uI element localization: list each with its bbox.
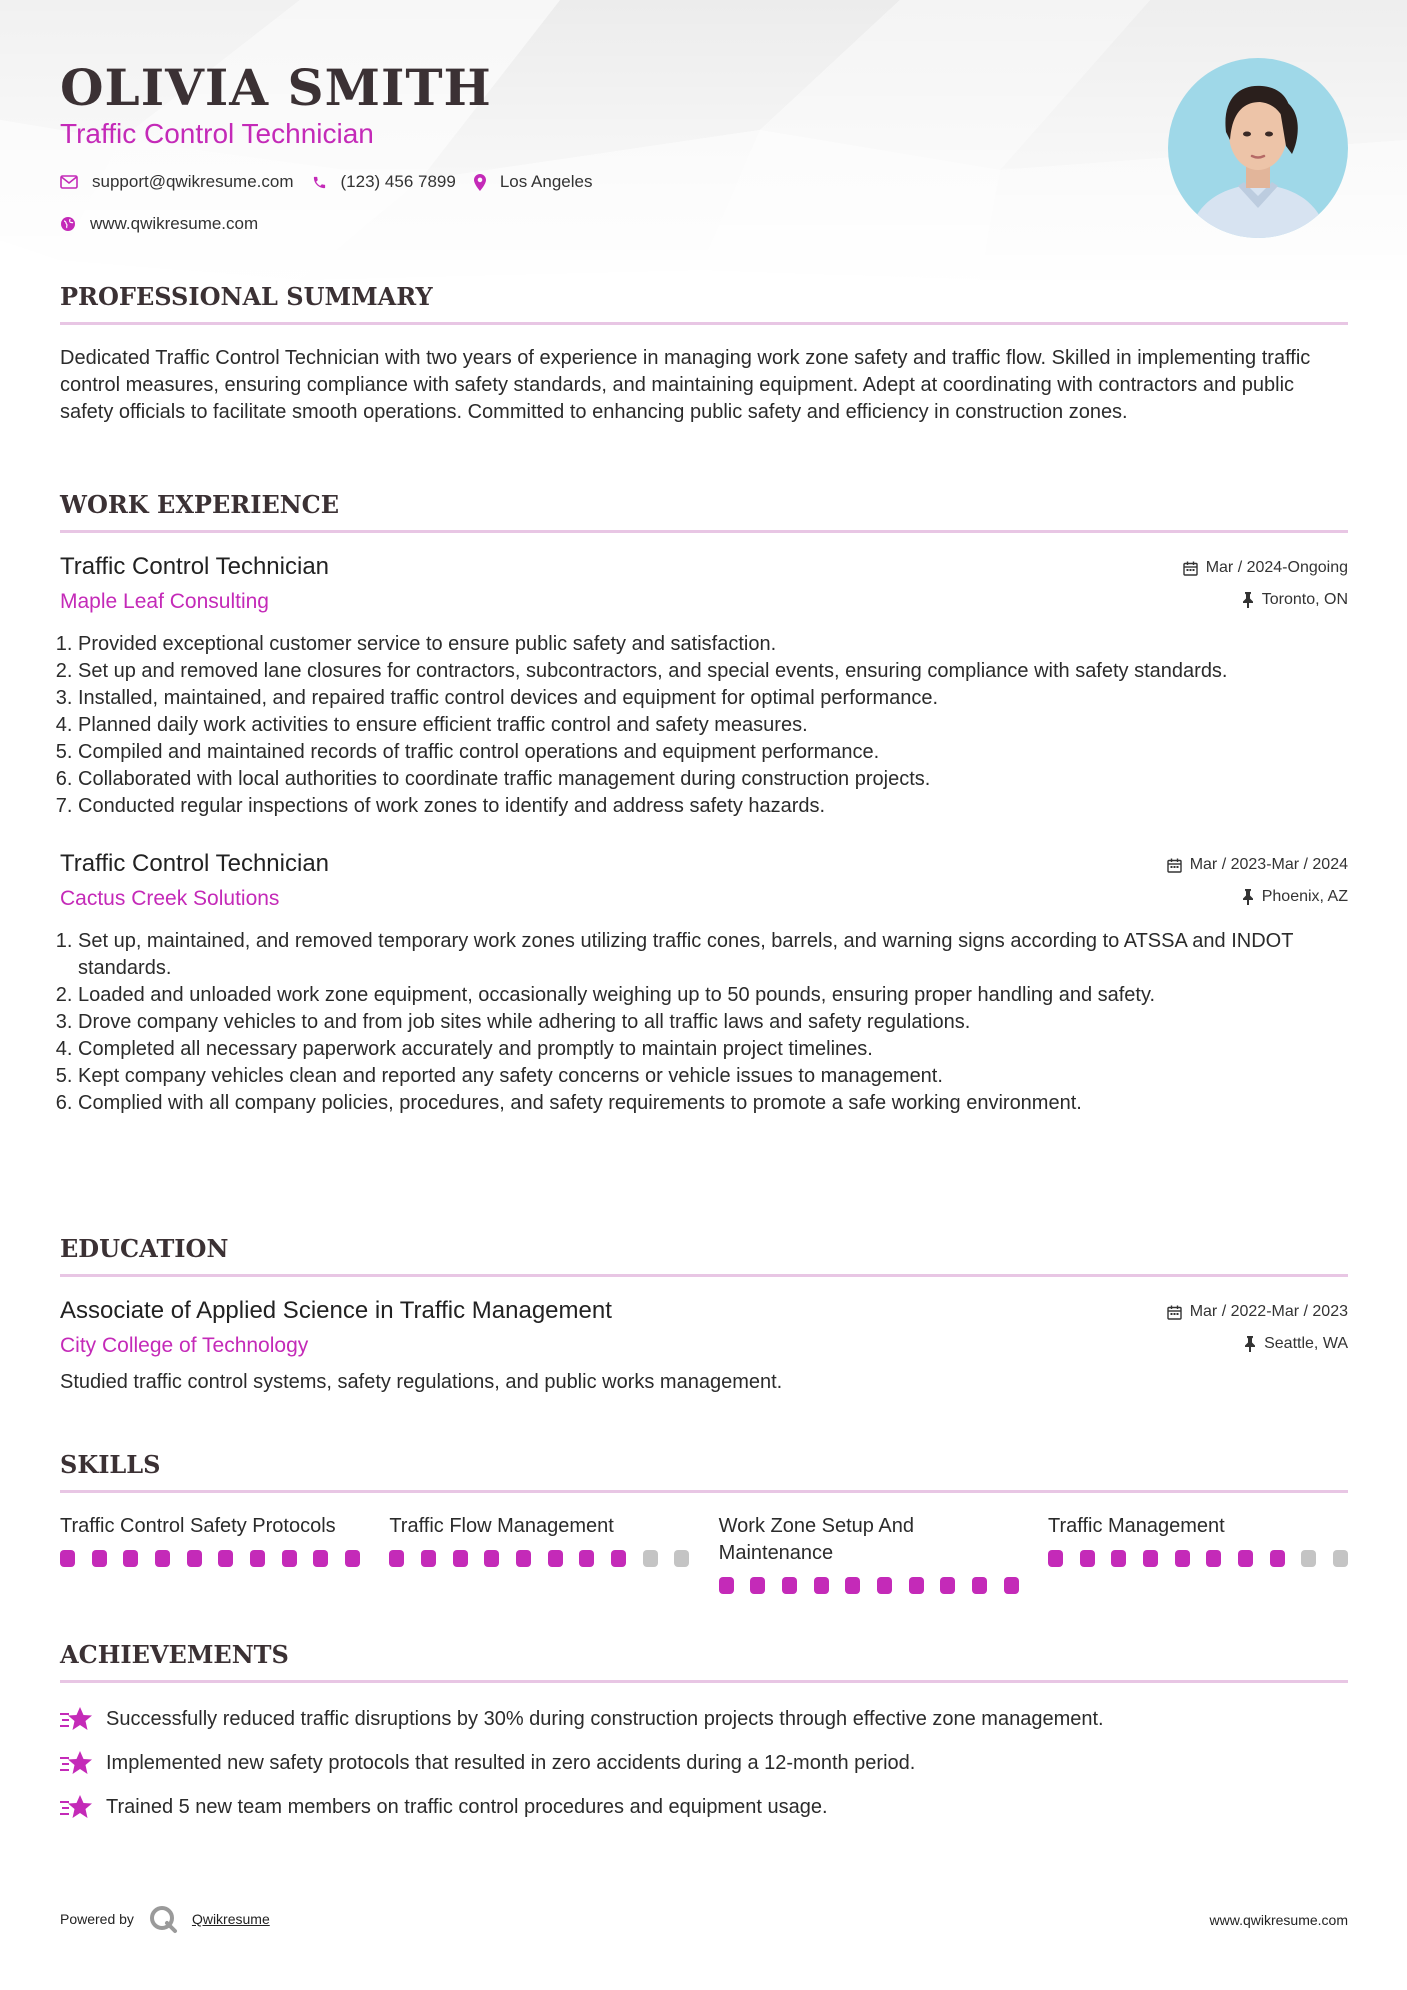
rating-dot-filled (940, 1577, 955, 1594)
experience-section (60, 488, 1348, 1117)
location-text: Los Angeles (499, 172, 593, 191)
list-item: 6. Complied with all company policies, procedures, and safety requirements to promote a safe working environment. (78, 1090, 1348, 1117)
pushpin-icon (1244, 1336, 1256, 1352)
contact-website[interactable] (60, 214, 258, 234)
email-text: support@qwikresume.com (92, 172, 294, 191)
rating-dot-filled (155, 1550, 170, 1567)
rating-dot-filled (1270, 1550, 1285, 1567)
contact-email[interactable] (60, 172, 294, 192)
phone-icon (312, 175, 327, 190)
skill-name: Traffic Flow Management (389, 1515, 614, 1537)
rating-dot-filled (453, 1550, 468, 1567)
star-icon (60, 1794, 94, 1820)
rating-dot-empty (643, 1550, 658, 1567)
contact-row-website (60, 214, 276, 234)
list-item: 6. Collaborated with local authorities to coordinate traffic management during construction projects. (78, 766, 1348, 793)
skill-item (1048, 1513, 1348, 1594)
education-entry (60, 1297, 1348, 1396)
education-location-text: Seattle, WA (1264, 1335, 1348, 1352)
job-location (1242, 591, 1348, 609)
skill-rating (719, 1577, 1019, 1594)
skill-item (389, 1513, 689, 1594)
globe-icon (60, 216, 76, 232)
rating-dot-filled (92, 1550, 107, 1567)
qwikresume-link[interactable]: Qwikresume (191, 1911, 270, 1927)
contact-phone[interactable] (312, 172, 456, 192)
footer-url[interactable]: www.qwikresume.com (1209, 1912, 1348, 1928)
rating-dot-filled (484, 1550, 499, 1567)
rating-dot-empty (1301, 1550, 1316, 1567)
job-location-text: Toronto, ON (1261, 591, 1348, 608)
job-title: Traffic Control Technician (60, 850, 330, 877)
section-divider (60, 1680, 1348, 1683)
envelope-icon (60, 175, 78, 189)
rating-dot-filled (1143, 1550, 1158, 1567)
section-divider (60, 1274, 1348, 1277)
calendar-icon (1167, 1305, 1182, 1320)
footer (60, 1896, 1348, 1936)
list-item: 3. Drove company vehicles to and from job sites while adhering to all traffic laws and safety regulations. (78, 1009, 1348, 1036)
job-title: Traffic Control Technician (60, 553, 330, 580)
rating-dot-filled (421, 1550, 436, 1567)
rating-dot-filled (123, 1550, 138, 1567)
candidate-role: Traffic Control Technician (60, 118, 374, 149)
list-item: 2. Loaded and unloaded work zone equipment, occasionally weighing up to 50 pounds, ensuring proper handling and safety. (78, 982, 1348, 1009)
education-description: Studied traffic control systems, safety regulations, and public works management. (60, 1371, 783, 1393)
rating-dot-filled (250, 1550, 265, 1567)
job-bullets (60, 928, 1348, 1117)
rating-dot-filled (719, 1577, 734, 1594)
education-date-text: Mar / 2022-Mar / 2023 (1189, 1303, 1348, 1320)
list-item (60, 1741, 1348, 1785)
rating-dot-filled (313, 1550, 328, 1567)
candidate-name: OLIVIA SMITH (60, 58, 492, 117)
powered-by-label: Powered by (60, 1911, 134, 1927)
portrait-illustration (1168, 58, 1348, 238)
rating-dot-filled (345, 1550, 360, 1567)
skill-name: Work Zone Setup And Maintenance (718, 1515, 914, 1564)
job-date-text: Mar / 2024-Ongoing (1205, 559, 1348, 576)
rating-dot-filled (909, 1577, 924, 1594)
achievements-list (60, 1697, 1348, 1829)
summary-text: Dedicated Traffic Control Technician with two years of experience in managing work zone safety and traffic flow. Skilled in implementing traffic control measures, ensuring compliance with safety standards, and maintaining equipment. Adept at coordinating with contractors and public safety officials to facilitate smooth operations. Committed to enhancing public safety and efficiency in construction zones. (60, 347, 1311, 423)
skills-section (60, 1448, 1348, 1594)
rating-dot-filled (611, 1550, 626, 1567)
rating-dot-filled (782, 1577, 797, 1594)
rating-dot-filled (187, 1550, 202, 1567)
job-date (1167, 856, 1348, 874)
pushpin-icon (1242, 592, 1254, 608)
skill-rating (1048, 1550, 1348, 1567)
skills-grid (60, 1513, 1348, 1594)
rating-dot-filled (389, 1550, 404, 1567)
qwikresume-logo-icon (148, 1904, 178, 1934)
section-divider (60, 1490, 1348, 1493)
calendar-icon (1167, 858, 1182, 873)
rating-dot-filled (845, 1577, 860, 1594)
achievements-section (60, 1638, 1348, 1829)
contact-row (60, 172, 610, 192)
list-item (60, 1697, 1348, 1741)
rating-dot-filled (1175, 1550, 1190, 1567)
achievement-text: Implemented new safety protocols that resulted in zero accidents during a 12-month period. (106, 1751, 916, 1774)
rating-dot-filled (750, 1577, 765, 1594)
list-item: 7. Conducted regular inspections of work zones to identify and address safety hazards. (78, 793, 1348, 820)
rating-dot-filled (1004, 1577, 1019, 1594)
rating-dot-empty (674, 1550, 689, 1567)
website-text: www.qwikresume.com (90, 214, 259, 233)
rating-dot-filled (60, 1550, 75, 1567)
job-company: Cactus Creek Solutions (60, 887, 280, 910)
achievements-heading: ACHIEVEMENTS (60, 1640, 289, 1669)
list-item: 5. Kept company vehicles clean and reported any safety concerns or vehicle issues to management. (78, 1063, 1348, 1090)
profile-photo (1168, 58, 1348, 238)
rating-dot-filled (972, 1577, 987, 1594)
education-date (1167, 1303, 1348, 1321)
skill-rating (389, 1550, 689, 1567)
skill-rating (60, 1550, 360, 1567)
phone-text: (123) 456 7899 (340, 172, 456, 191)
rating-dot-filled (877, 1577, 892, 1594)
skills-heading: SKILLS (60, 1450, 161, 1479)
summary-heading: PROFESSIONAL SUMMARY (60, 282, 433, 311)
pushpin-icon (1242, 889, 1254, 905)
job-entry (60, 850, 1348, 1117)
powered-by (60, 1904, 270, 1934)
rating-dot-filled (1048, 1550, 1063, 1567)
job-location (1242, 888, 1348, 906)
calendar-icon (1183, 561, 1198, 576)
rating-dot-filled (282, 1550, 297, 1567)
experience-heading: WORK EXPERIENCE (60, 490, 340, 519)
education-location (1244, 1335, 1348, 1353)
list-item: 1. Set up, maintained, and removed temporary work zones utilizing traffic cones, barrels, and warning signs according to ATSSA and INDOT standards. (78, 928, 1348, 982)
degree-title: Associate of Applied Science in Traffic Management (60, 1297, 612, 1324)
map-pin-icon (474, 174, 486, 191)
summary-section (60, 280, 1348, 426)
job-company: Maple Leaf Consulting (60, 590, 269, 613)
rating-dot-filled (1238, 1550, 1253, 1567)
job-date-text: Mar / 2023-Mar / 2024 (1189, 856, 1348, 873)
rating-dot-filled (814, 1577, 829, 1594)
list-item: 4. Completed all necessary paperwork accurately and promptly to maintain project timelines. (78, 1036, 1348, 1063)
rating-dot-filled (548, 1550, 563, 1567)
list-item: 1. Provided exceptional customer service to ensure public safety and satisfaction. (78, 631, 1348, 658)
skill-name: Traffic Control Safety Protocols (60, 1515, 336, 1537)
rating-dot-filled (516, 1550, 531, 1567)
list-item: 4. Planned daily work activities to ensure efficient traffic control and safety measures. (78, 712, 1348, 739)
list-item (60, 1785, 1348, 1829)
list-item: 2. Set up and removed lane closures for contractors, subcontractors, and special events, ensuring compliance with safety standards. (78, 658, 1348, 685)
skill-item (60, 1513, 360, 1594)
rating-dot-empty (1333, 1550, 1348, 1567)
school-name: City College of Technology (60, 1334, 309, 1357)
job-bullets (60, 631, 1348, 820)
job-entry (60, 553, 1348, 820)
section-divider (60, 322, 1348, 325)
rating-dot-filled (218, 1550, 233, 1567)
contact-location (474, 172, 593, 192)
list-item: 3. Installed, maintained, and repaired traffic control devices and equipment for optimal performance. (78, 685, 1348, 712)
skill-name: Traffic Management (1047, 1515, 1225, 1537)
list-item: 5. Compiled and maintained records of traffic control operations and equipment performance. (78, 739, 1348, 766)
job-date (1183, 559, 1348, 577)
rating-dot-filled (1111, 1550, 1126, 1567)
star-icon (60, 1706, 94, 1732)
section-divider (60, 530, 1348, 533)
education-heading: EDUCATION (60, 1234, 229, 1263)
star-icon (60, 1750, 94, 1776)
education-section (60, 1232, 1348, 1396)
skill-item (719, 1513, 1019, 1594)
achievement-text: Trained 5 new team members on traffic control procedures and equipment usage. (106, 1795, 828, 1818)
rating-dot-filled (1080, 1550, 1095, 1567)
job-location-text: Phoenix, AZ (1261, 888, 1348, 905)
rating-dot-filled (579, 1550, 594, 1567)
rating-dot-filled (1206, 1550, 1221, 1567)
achievement-text: Successfully reduced traffic disruptions by 30% during construction projects through effective zone management. (106, 1707, 1104, 1730)
